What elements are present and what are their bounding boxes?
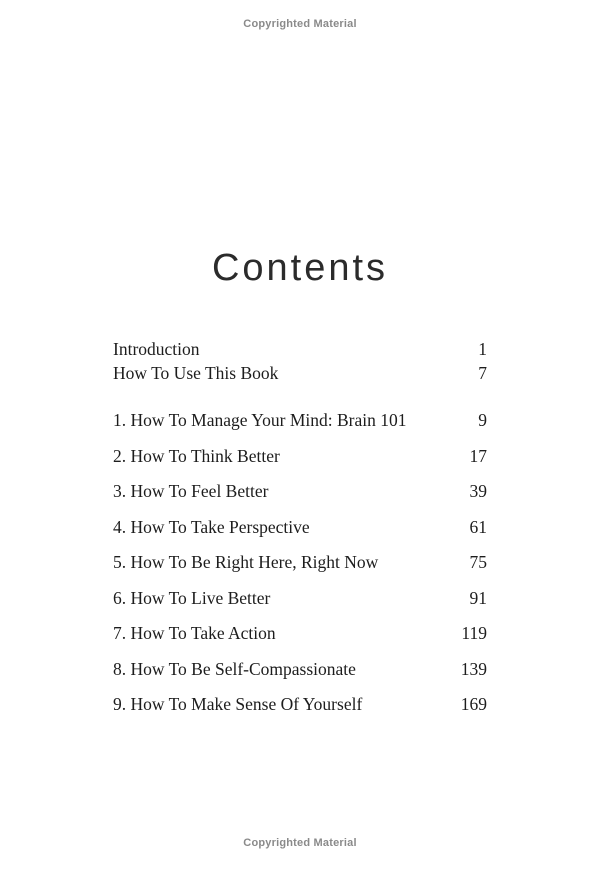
toc-row (113, 658, 487, 681)
toc-item-label: 7. How To Take Action (113, 623, 276, 643)
toc-item-page: 39 (469, 481, 487, 501)
toc-item-page: 17 (469, 445, 487, 466)
toc-row (113, 480, 487, 503)
toc-item-label: 5. How To Be Right Here, Right Now (113, 552, 379, 572)
toc-item-page: 1 (478, 339, 487, 359)
toc-item-page: 119 (461, 623, 487, 643)
page-title: Contents (211, 247, 389, 289)
toc-front-matter (113, 337, 487, 385)
toc-item-page: 169 (460, 694, 487, 714)
toc-row (113, 445, 487, 468)
toc-item-label: 1. How To Manage Your Mind: Brain 101 (113, 410, 407, 430)
toc-item-page: 91 (469, 587, 487, 608)
toc-row (113, 337, 487, 361)
toc-row (113, 622, 487, 645)
toc-item-label: 8. How To Be Self-Compassionate (113, 658, 356, 679)
toc-item-page: 9 (478, 410, 487, 430)
toc-item-label: 6. How To Live Better (113, 587, 271, 608)
copyright-banner-bottom: Copyrighted Material (243, 837, 357, 849)
toc-chapter-list (113, 409, 487, 729)
toc-item-label: 9. How To Make Sense Of Yourself (113, 694, 363, 714)
toc-item-label: Introduction (113, 339, 200, 359)
toc-item-label: How To Use This Book (113, 363, 279, 383)
toc-row (113, 361, 487, 385)
toc-item-page: 139 (460, 658, 487, 679)
toc-item-label: 2. How To Think Better (113, 445, 280, 466)
toc-item-page: 75 (469, 552, 487, 572)
toc-row (113, 693, 487, 716)
toc-row (113, 587, 487, 610)
toc-item-page: 7 (478, 363, 487, 383)
toc-item-page: 61 (469, 516, 487, 537)
toc-row (113, 516, 487, 539)
copyright-banner-top: Copyrighted Material (243, 18, 357, 30)
toc-row (113, 551, 487, 574)
toc-item-label: 4. How To Take Perspective (113, 516, 310, 537)
toc-item-label: 3. How To Feel Better (113, 481, 269, 501)
toc-row (113, 409, 487, 432)
